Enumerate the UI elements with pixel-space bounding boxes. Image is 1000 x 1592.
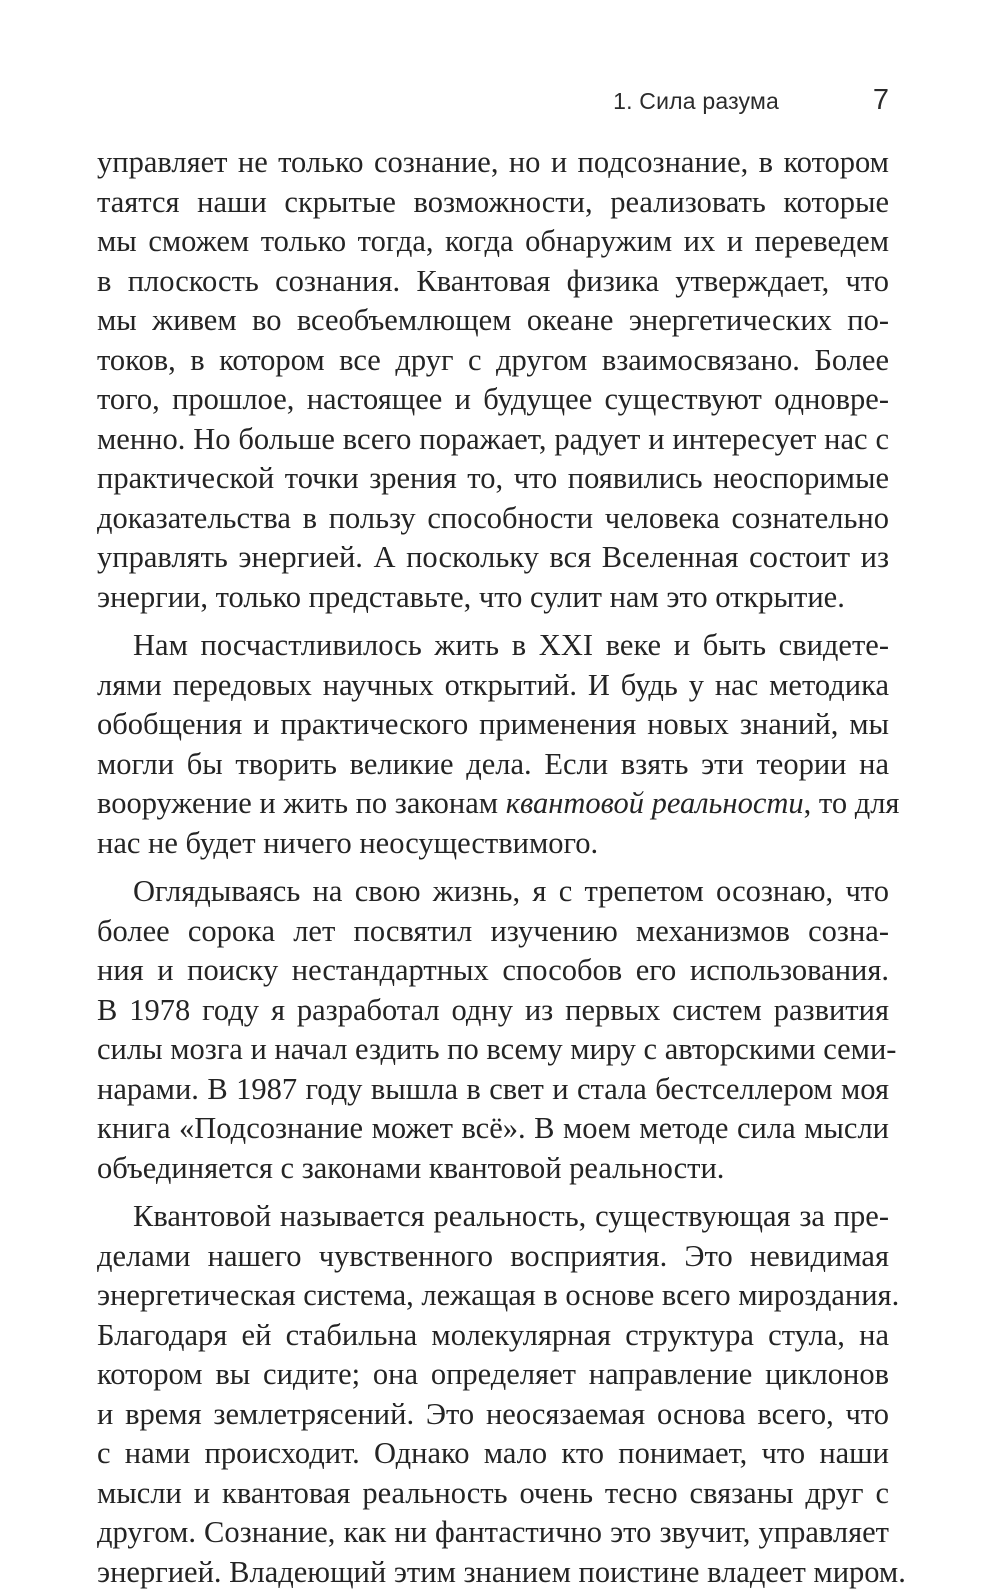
paragraph-1 — [97, 143, 889, 617]
emphasized-phrase: квантовой реальности — [506, 786, 804, 820]
text-segment: вооружение и жить по законам — [97, 786, 506, 820]
text-line: другом. Сознание, как ни фантастично это звучит, управляет — [97, 1513, 889, 1553]
paragraph-3 — [97, 872, 889, 1188]
text-line: ния и поиску нестандартных способов его использования. — [97, 951, 889, 991]
body-text — [97, 143, 889, 1592]
text-line: управлять энергией. А поскольку вся Вселенная состоит из — [97, 538, 889, 578]
paragraph-4 — [97, 1197, 889, 1592]
text-line: токов, в котором все друг с другом взаимосвязано. Более — [97, 341, 889, 381]
text-line: Оглядываясь на свою жизнь, я с трепетом осознаю, что — [97, 872, 889, 912]
text-line: более сорока лет посвятил изучению механизмов созна- — [97, 912, 889, 952]
text-line: в плоскость сознания. Квантовая физика утверждает, что — [97, 262, 889, 302]
text-line: В 1978 году я разработал одну из первых систем развития — [97, 991, 889, 1031]
text-line-with-emphasis — [97, 784, 889, 824]
text-line: с нами происходит. Однако мало кто понимает, что наши — [97, 1434, 889, 1474]
text-line: менно. Но больше всего поражает, радует и интересует нас с — [97, 420, 889, 460]
text-segment: , то для — [804, 786, 900, 820]
text-line: того, прошлое, настоящее и будущее существуют одновре- — [97, 380, 889, 420]
chapter-title: 1. Сила разума — [613, 88, 779, 115]
text-line: силы мозга и начал ездить по всему миру с авторскими семи- — [97, 1030, 889, 1070]
text-line: управляет не только сознание, но и подсознание, в котором — [97, 143, 889, 183]
text-line: таятся наши скрытые возможности, реализовать которые — [97, 183, 889, 223]
text-line: Нам посчастливилось жить в XXI веке и быть свидете- — [97, 626, 889, 666]
text-line: нас не будет ничего неосуществимого. — [97, 824, 889, 864]
text-line: энергии, только представьте, что сулит нам это открытие. — [97, 578, 889, 618]
text-line: мы сможем только тогда, когда обнаружим их и переведем — [97, 222, 889, 262]
text-line: практической точки зрения то, что появились неоспоримые — [97, 459, 889, 499]
text-line: мысли и квантовая реальность очень тесно связаны друг с — [97, 1474, 889, 1514]
text-line: обобщения и практического применения новых знаний, мы — [97, 705, 889, 745]
text-line: объединяется с законами квантовой реальности. — [97, 1149, 889, 1189]
text-line: Благодаря ей стабильна молекулярная структура стула, на — [97, 1316, 889, 1356]
text-line: книга «Подсознание может всё». В моем методе сила мысли — [97, 1109, 889, 1149]
text-line: мы живем во всеобъемлющем океане энергетических по- — [97, 301, 889, 341]
text-line: нарами. В 1987 году вышла в свет и стала бестселлером моя — [97, 1070, 889, 1110]
paragraph-2 — [97, 626, 889, 863]
text-line: могли бы творить великие дела. Если взять эти теории на — [97, 745, 889, 785]
running-head — [97, 84, 889, 124]
page-number: 7 — [873, 84, 889, 117]
text-line: энергией. Владеющий этим знанием поистине владеет миром. — [97, 1553, 889, 1592]
text-line: лями передовых научных открытий. И будь у нас методика — [97, 666, 889, 706]
text-line: энергетическая система, лежащая в основе всего мироздания. — [97, 1276, 889, 1316]
text-line: Квантовой называется реальность, существующая за пре- — [97, 1197, 889, 1237]
text-line: доказательства в пользу способности человека сознательно — [97, 499, 889, 539]
text-line: котором вы сидите; она определяет направление циклонов — [97, 1355, 889, 1395]
text-line: делами нашего чувственного восприятия. Это невидимая — [97, 1237, 889, 1277]
text-line: и время землетрясений. Это неосязаемая основа всего, что — [97, 1395, 889, 1435]
